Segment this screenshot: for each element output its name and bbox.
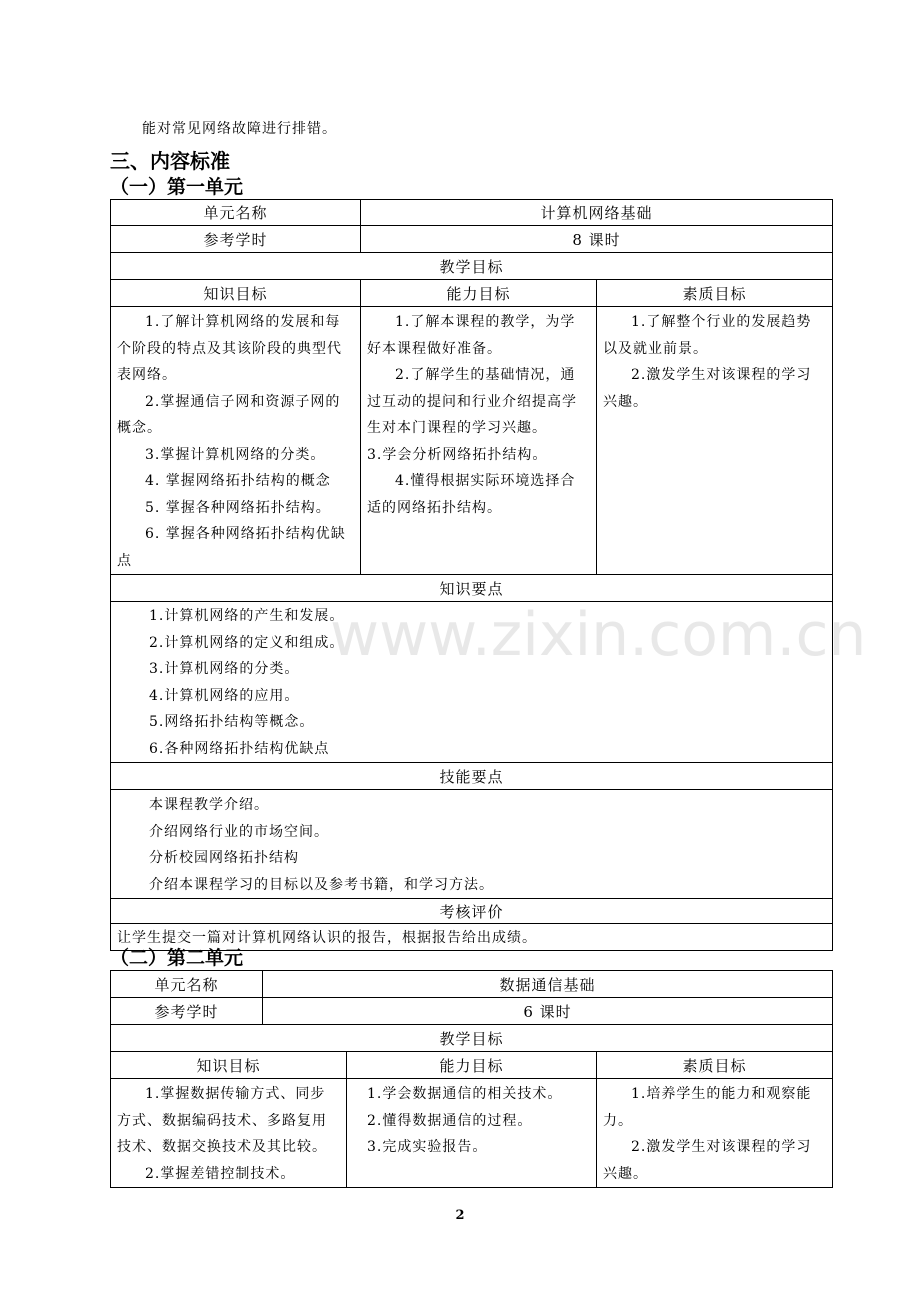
unit1-skills-header: 技能要点 [111,763,833,790]
unit2-hours-label: 参考学时 [111,998,263,1025]
unit1-skill: 本课程教学介绍。 [149,797,269,813]
unit2-col-quality: 素质目标 [597,1052,833,1079]
unit1-skill: 分析校园网络拓扑结构 [149,850,299,866]
unit2-ability-item: 1.学会数据通信的相关技术。 [367,1086,563,1102]
unit1-table [110,199,833,951]
unit2-goals-header: 教学目标 [111,1025,833,1052]
unit1-knowledge-cell [111,307,361,575]
unit2-quality-cell [597,1079,833,1188]
unit1-ability-item: 3.学会分析网络拓扑结构。 [367,446,548,463]
unit1-quality-item: 1.了解整个行业的发展趋势以及就业前景。 [603,314,812,357]
unit1-hours-label: 参考学时 [111,226,361,253]
unit2-name-label: 单元名称 [111,971,263,998]
unit2-table [110,970,833,1188]
unit1-quality-item: 2.激发学生对该课程的学习兴趣。 [603,367,812,410]
unit1-knowledge-item: 3.掌握计算机网络的分类。 [145,446,326,463]
unit1-ability-item: 1.了解本课程的教学，为学好本课程做好准备。 [367,314,576,357]
unit1-ability-item: 2.了解学生的基础情况，通过互动的提问和行业介绍提高学生对本门课程的学习兴趣。 [367,367,577,436]
unit2-hours-value: 6 课时 [263,998,833,1025]
unit2-heading: （二）第二单元 [110,947,244,969]
unit1-point: 1.计算机网络的产生和发展。 [149,608,345,624]
unit1-ability-cell [361,307,597,575]
unit1-knowledge-item: 5. 掌握各种网络拓扑结构。 [145,499,331,516]
unit1-point: 5.网络拓扑结构等概念。 [149,714,315,730]
unit1-knowledge-item: 4. 掌握网络拓扑结构的概念 [145,473,331,489]
unit1-ability-item: 4.懂得根据实际环境选择合适的网络拓扑结构。 [367,473,576,516]
unit2-quality-item: 2.激发学生对该课程的学习兴趣。 [603,1139,812,1182]
section-title: 三、内容标准 [110,149,230,173]
unit2-knowledge-item: 2.掌握差错控制技术。 [145,1165,296,1182]
unit1-points-header: 知识要点 [111,575,833,602]
unit1-assess-text: 让学生提交一篇对计算机网络认识的报告，根据报告给出成绩。 [111,924,833,951]
watermark: www.zixin.com.cn [330,600,867,670]
unit1-assess-header: 考核评价 [111,899,833,924]
unit1-point: 2.计算机网络的定义和组成。 [149,634,345,651]
unit1-col-knowledge: 知识目标 [111,280,361,307]
unit2-ability-item: 3.完成实验报告。 [367,1139,488,1155]
unit1-skill: 介绍网络行业的市场空间。 [149,823,329,840]
unit2-quality-item: 1.培养学生的能力和观察能力。 [603,1086,812,1129]
unit1-skills-cell [111,790,833,899]
unit1-col-ability: 能力目标 [361,280,597,307]
unit1-goals-header: 教学目标 [111,253,833,280]
unit1-hours-value: 8 课时 [361,226,833,253]
unit1-point: 3.计算机网络的分类。 [149,661,300,677]
unit1-points-cell [111,602,833,763]
unit1-point: 4.计算机网络的应用。 [149,687,300,704]
unit1-heading: （一）第一单元 [110,176,244,198]
unit1-name-value: 计算机网络基础 [361,200,833,226]
unit1-knowledge-item: 1.了解计算机网络的发展和每个阶段的特点及其该阶段的典型代表网络。 [117,314,342,383]
unit1-skill: 介绍本课程学习的目标以及参考书籍，和学习方法。 [149,876,494,893]
unit1-name-label: 单元名称 [111,200,361,226]
unit1-col-quality: 素质目标 [597,280,833,307]
page-number: 2 [455,1208,465,1223]
unit2-knowledge-cell [111,1079,347,1188]
unit2-ability-item: 2.懂得数据通信的过程。 [367,1112,533,1129]
unit1-point: 6.各种网络拓扑结构优缺点 [149,740,330,757]
unit1-quality-cell [597,307,833,575]
intro-line: 能对常见网络故障进行排错。 [142,121,337,137]
unit2-name-value: 数据通信基础 [263,971,833,998]
unit1-knowledge-item: 2.掌握通信子网和资源子网的概念。 [117,393,341,436]
unit2-col-ability: 能力目标 [347,1052,597,1079]
unit2-ability-cell [347,1079,597,1188]
unit1-knowledge-item: 6. 掌握各种网络拓扑结构优缺点 [117,526,346,569]
unit2-knowledge-item: 1.掌握数据传输方式、同步方式、数据编码技术、多路复用技术、数据交换技术及其比较。 [117,1086,327,1155]
unit2-col-knowledge: 知识目标 [111,1052,347,1079]
